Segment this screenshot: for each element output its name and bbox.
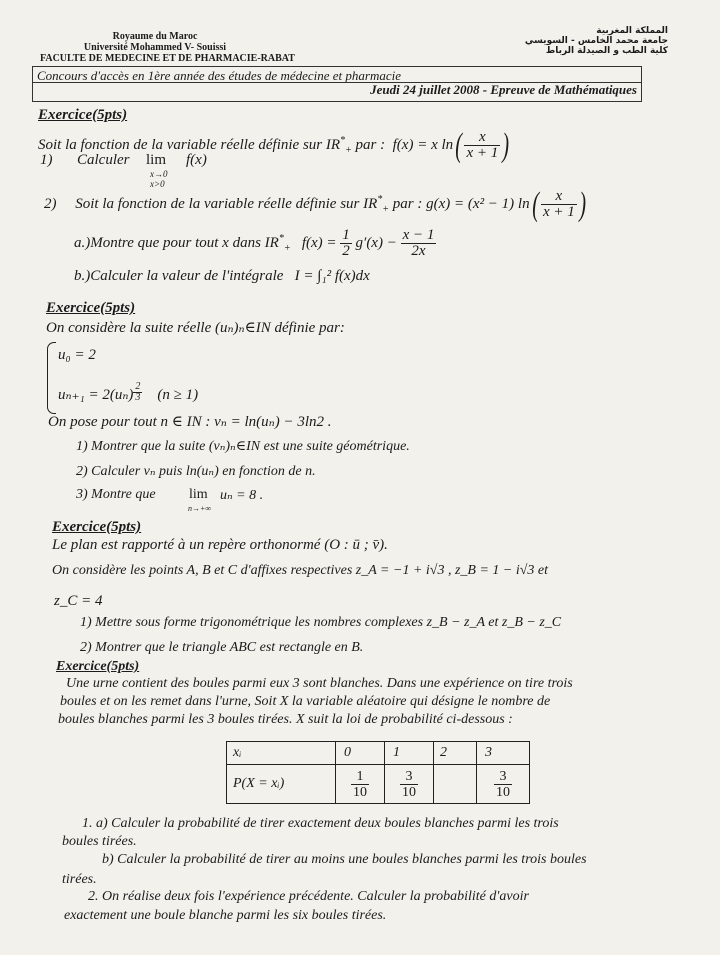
table-cell-p3: $\frac{3}{10}$	[477, 765, 530, 804]
ex1-set: $IR^*_+$	[325, 135, 352, 156]
ex1-q2-line: 2) Soit la fonction de la variable réelle définie sur $IR^*_+$ par : g(x) = (x² − 1) ln( $\frac{x}{x + 1}$ )	[44, 185, 586, 223]
header-kingdom: Royaume du Maroc	[112, 31, 198, 42]
ex2-exp: $\frac{2}{3}$	[135, 381, 141, 403]
table-cell-x1: 1	[385, 742, 434, 765]
ex2-u0: u₀ = 2	[58, 347, 96, 363]
ex3-q2: 2) Montrer que le triangle ABC est rectangle en B.	[80, 640, 364, 655]
header-ar-kingdom: المملكة المغربية	[596, 26, 668, 36]
table-cell-x0: 0	[336, 742, 385, 765]
ex1-qa-text: a.)Montre que pour tout x dans	[74, 235, 261, 251]
table-cell-x2: 2	[434, 742, 477, 765]
ex4-q2-2: exactement une boule blanche parmi les six boules tirées.	[64, 908, 387, 923]
ex4-q1a-1: 1. a) Calculer la probabilité de tirer exactement deux boules blanches parmi les trois	[82, 816, 559, 831]
table-cell-x3: 3	[477, 742, 530, 765]
ex2-intro: On considère la suite réelle (uₙ)ₙ∈IN définie par:	[46, 320, 345, 336]
ex1-qa-line	[74, 222, 436, 260]
ex1-qa-half: $\frac{1}{2}$	[342, 227, 350, 260]
ex2-title: Exercice(5pts)	[46, 300, 136, 316]
table-row-values	[227, 742, 530, 765]
ex4-p1: Une urne contient des boules parmi eux 3 sont blanches. Dans une expérience on tire trois	[66, 676, 573, 691]
ex1-qa-set: $IR^*_+$	[264, 233, 291, 254]
ex3-q1: 1) Mettre sous forme trigonométrique les nombres complexes z_B − z_A et z_B − z_C	[80, 615, 562, 630]
ex1-qa-expr1: f(x) =	[301, 235, 337, 251]
ex1-gdef: g(x) = (x² − 1) ln	[426, 196, 530, 212]
ex4-q1b-1: b) Calculer la probabilité de tirer au moins une boules blanches parmi les trois boules	[102, 852, 587, 867]
ex1-q2-num: 2)	[44, 196, 57, 212]
ex2-q3-lim: lim	[189, 487, 208, 502]
table-label-p: P(X = xᵢ)	[227, 765, 336, 804]
ex4-title: Exercice(5pts)	[56, 659, 140, 674]
ex2-brace	[47, 342, 56, 414]
ex1-q1-expr: f(x)	[186, 152, 207, 168]
header-university: Université Mohammed V- Souissi	[83, 42, 227, 53]
ex1-qb-line	[74, 268, 370, 285]
ex2-pose: On pose pour tout n ∈ IN : vₙ = ln(uₙ) − 3ln2 .	[48, 414, 332, 430]
ex2-q1: 1) Montrer que la suite (vₙ)ₙ∈IN est une suite géométrique.	[76, 439, 410, 454]
ex2-cond: (n ≥ 1)	[157, 387, 199, 403]
ex2-q3-expr: uₙ = 8 .	[220, 488, 264, 503]
ex1-intro-line: Soit la fonction de la variable réelle définie sur $IR^*_+$ par : f(x) = x ln( $\frac{x}{x + 1}$ )	[38, 126, 510, 164]
header-ar-university: جامعة محمد الخامس - السويسي	[524, 36, 668, 46]
ex1-q1-lim: lim	[146, 152, 167, 168]
table-cell-p1: $\frac{3}{10}$	[385, 765, 434, 804]
title-line2: Jeudi 24 juillet 2008 - Epreuve de Mathématiques	[370, 82, 637, 97]
table-cell-p0: $\frac{1}{10}$	[336, 765, 385, 804]
ex2-q3: 3) Montre que	[76, 487, 156, 502]
ex3-zc: z_C = 4	[54, 593, 103, 609]
ex4-q1b-2: tirées.	[62, 872, 97, 887]
ex1-qb-text: b.)Calculer la valeur de l'intégrale	[74, 268, 284, 284]
probability-table	[226, 741, 530, 804]
title-box	[32, 66, 642, 102]
ex2-un1: uₙ₊₁ = 2(uₙ)	[58, 387, 134, 403]
title-line1: Concours d'accès en 1ère année des études de médecine et pharmacie	[37, 68, 402, 83]
ex2-q3-limsub: n→+∞	[188, 504, 212, 513]
table-row-probs	[227, 765, 530, 804]
ex1-q2-set: $IR^*_+$	[363, 194, 390, 215]
ex1-par: par :	[355, 137, 386, 153]
ex1-intro: Soit la fonction de la variable réelle définie sur	[38, 137, 323, 153]
table-cell-p2	[434, 765, 477, 804]
ex1-qb-expr: I = ∫₁² f(x)dx	[294, 268, 370, 284]
header-ar-faculty: كلية الطب و الصيدلة الرباط	[545, 46, 668, 56]
ex1-ffrac: $\frac{x}{x + 1}$	[466, 129, 499, 162]
header-left	[40, 31, 295, 64]
ex4-q1a-2: boules tirées.	[62, 834, 137, 849]
ex3-intro: Le plan est rapporté à un repère orthonormé (O : ū ; v̄).	[52, 537, 388, 553]
ex2-q2: 2) Calculer vₙ puis ln(uₙ) en fonction de n.	[76, 464, 316, 479]
ex4-p3: boules blanches parmi les 3 boules tirées. X suit la loi de probabilité ci-dessous :	[58, 712, 513, 727]
ex1-q2-text: Soit la fonction de la variable réelle définie sur	[75, 196, 360, 212]
ex3-points: On considère les points A, B et C d'affixes respectives z_A = −1 + i√3 , z_B = 1 − i√3 et	[52, 563, 549, 578]
ex1-title: Exercice(5pts)	[38, 107, 128, 123]
table-label-xi: xᵢ	[227, 742, 336, 765]
ex4-p2: boules et on les remet dans l'urne, Soit X la variable aléatoire qui désigne le nombre de	[60, 694, 551, 709]
ex1-gfrac: $\frac{x}{x + 1}$	[542, 188, 575, 221]
ex1-fdef: f(x) = x ln	[392, 137, 454, 153]
ex1-qa-expr2: g′(x) −	[355, 235, 397, 251]
ex1-q1-text: Calculer	[77, 152, 130, 168]
header-faculty: FACULTE DE MEDECINE ET DE PHARMACIE-RABAT	[40, 53, 295, 64]
ex4-q2-1: 2. On réalise deux fois l'expérience précédente. Calculer la probabilité d'avoir	[88, 889, 529, 904]
ex3-title: Exercice(5pts)	[52, 519, 142, 535]
ex2-un1-line	[58, 382, 198, 408]
ex1-q1-num: 1)	[40, 152, 53, 168]
ex1-q1-limsub: x→0 x>0	[150, 169, 168, 189]
ex1-qa-frac: $\frac{x - 1}{2x}$	[402, 227, 435, 260]
header-right	[508, 26, 668, 56]
ex1-q2-par: par :	[392, 196, 423, 212]
